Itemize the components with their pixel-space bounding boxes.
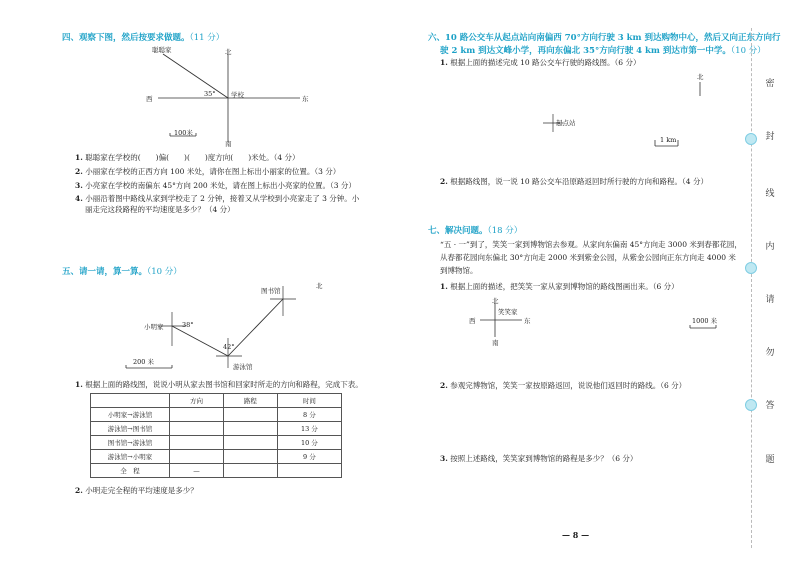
table-header (91, 394, 170, 408)
section-4-points: （11 分） (189, 33, 225, 43)
table-row-total (91, 464, 342, 478)
s7-question-2 (440, 381, 686, 391)
table-row (91, 436, 342, 450)
q-num: 4. (75, 194, 83, 203)
seal-circle (745, 133, 757, 145)
map7-east-label: 东 (524, 317, 531, 325)
s6-question-1 (440, 58, 640, 68)
seal-char: 密 (765, 79, 775, 89)
table-cell: 13 分 (277, 422, 341, 436)
q-num: 1. (75, 153, 83, 162)
s6-question-2 (440, 177, 708, 187)
s7-intro-line-3: 到博物馆。 (440, 266, 478, 275)
map7-west-label: 西 (469, 317, 476, 325)
table-cell[interactable] (170, 436, 224, 450)
seal-char: 题 (765, 455, 775, 465)
q-num: 2. (75, 167, 83, 176)
map4-angle-label: 35° (204, 90, 216, 98)
s7-intro-line-1: “五 · 一”到了，笑笑一家到博物馆去参观。从家向东偏南 45°方向走 3000 米到春都花园， (440, 240, 742, 249)
map7-south-label: 南 (492, 339, 499, 347)
seal-char: 请 (765, 295, 775, 305)
s4-question-2 (75, 167, 340, 177)
q-num: 2. (75, 486, 83, 495)
map5-library-label: 图书馆 (261, 287, 281, 295)
map4-north-label: 北 (225, 48, 232, 56)
q-text: 小丽家在学校的正西方向 100 米处，请你在图上标出小丽家的位置。（3 分） (85, 167, 341, 176)
map4-south-label: 南 (225, 140, 232, 148)
seal-circle (745, 262, 757, 274)
table-cell[interactable] (170, 450, 224, 464)
q-text: 根据上面的路线图，说说小明从家去图书馆和回家时所走的方向和路程，完成下表。 (85, 380, 363, 389)
section-7-points: （18 分） (487, 226, 523, 236)
pool-library-route (228, 299, 283, 356)
table-header: 时间 (277, 394, 341, 408)
table-cell: 全 程 (91, 464, 170, 478)
section-6-points: （10 分） (730, 46, 766, 56)
map7-north-label: 北 (492, 297, 499, 305)
table-cell[interactable] (223, 450, 277, 464)
q-text: 小丽沿着图中路线从家到学校走了 2 分钟，接着又从学校到小亮家走了 3 分钟。小 (85, 194, 360, 203)
map5-pool-label: 游泳馆 (233, 363, 253, 371)
seal-char: 答 (765, 401, 775, 411)
map5-scale-label: 200 米 (133, 358, 154, 366)
table-cell: 游泳馆→图书馆 (91, 422, 170, 436)
q-text: 聪聪家在学校的( )偏( )( )度方向( )米处。（4 分） (85, 153, 300, 162)
table-row (91, 408, 342, 422)
q-num: 1. (75, 380, 83, 389)
s4-question-3 (75, 181, 356, 191)
map4-scale-label: 100米 (174, 129, 193, 137)
q-num: 1. (440, 58, 448, 67)
s4-question-1 (75, 153, 300, 163)
seal-dashed-line (751, 28, 752, 548)
section-4-map (140, 40, 320, 150)
map4-school-label: 学校 (231, 91, 244, 99)
seal-char: 内 (765, 242, 775, 252)
table-row (91, 450, 342, 464)
page-number: — 8 — (562, 530, 590, 540)
table-cell: 图书馆→游泳馆 (91, 436, 170, 450)
s7-intro-line-2: 从春都花园向东偏北 30°方向走 2000 米到紫金公园，从紫金公园向正东方向走 4000 米 (440, 253, 736, 262)
seal-char: 勿 (765, 348, 775, 358)
section-7-title (428, 224, 522, 236)
table-cell[interactable] (223, 464, 277, 478)
section-6-title (428, 31, 781, 43)
map6-north-label: 北 (697, 73, 704, 81)
q-num: 3. (440, 454, 448, 463)
map5-home-label: 小明家 (144, 323, 164, 331)
table-cell[interactable] (277, 464, 341, 478)
table-cell: 小明家→游泳馆 (91, 408, 170, 422)
q-text: 根据上面的描述，把笑笑一家从家到博物馆的路线图画出来。（6 分） (450, 282, 679, 291)
table-cell[interactable] (223, 408, 277, 422)
table-cell[interactable] (170, 422, 224, 436)
q-text: 小明走完全程的平均速度是多少？ (85, 486, 198, 495)
q-text: 根据路线图，说一说 10 路公交车沿原路返回时所行驶的方向和路程。（4 分） (450, 177, 708, 186)
section-5-heading: 五、请一请，算一算。 (62, 267, 148, 277)
table-cell[interactable] (223, 436, 277, 450)
map5-north-label: 北 (316, 282, 323, 290)
seal-circle (745, 399, 757, 411)
map7-scale-label: 1000 米 (692, 317, 718, 325)
table-cell: 8 分 (277, 408, 341, 422)
map4-house-label: 聪聪家 (152, 46, 172, 54)
s4-question-4-cont: 丽走完这段路程的平均速度是多少？（4 分） (85, 205, 235, 214)
home-pool-route (172, 326, 228, 356)
table-header: 方向 (170, 394, 224, 408)
map7-home-label: 笑笑家 (498, 308, 518, 316)
table-cell: — (170, 464, 224, 478)
q-text: 根据上面的描述完成 10 路公交车行驶的路线图。（6 分） (450, 58, 641, 67)
s5-question-2 (75, 486, 198, 496)
seal-char: 封 (765, 132, 775, 142)
q-num: 2. (440, 381, 448, 390)
map4-east-label: 东 (302, 95, 309, 103)
q-num: 1. (440, 282, 448, 291)
q-text: 参观完博物馆，笑笑一家按原路返回，说说他们返回时的路线。（6 分） (450, 381, 687, 390)
map5-angle1-label: 38° (182, 321, 194, 329)
section-6-title-cont (440, 44, 766, 56)
table-row (91, 422, 342, 436)
house-school-path (163, 54, 228, 98)
table-header: 路程 (223, 394, 277, 408)
section-6-heading: 六、10 路公交车从起点站向南偏西 70°方向行驶 3 km 到达购物中心，然后又向正东方向行 (428, 33, 781, 43)
map6-scale-label: 1 km (660, 136, 677, 144)
section-7-heading: 七、解决问题。 (428, 226, 488, 236)
seal-char: 线 (765, 189, 775, 199)
s4-question-4 (75, 194, 359, 204)
table-cell[interactable] (223, 422, 277, 436)
q-text: 小亮家在学校的南偏东 45°方向 200 米处，请在图上标出小亮家的位置。（3 分） (85, 181, 356, 190)
q-num: 2. (440, 177, 448, 186)
q-text: 按照上述路线，笑笑家到博物馆的路程是多少？（6 分） (450, 454, 638, 463)
table-cell: 10 分 (277, 436, 341, 450)
s5-question-1 (75, 380, 363, 390)
table-cell: 游泳馆→小明家 (91, 450, 170, 464)
section-6-heading-cont: 驶 2 km 到达文峰小学，再向东偏北 35°方向行驶 4 km 到达市第一中学。 (440, 46, 731, 56)
table-header-row (91, 394, 342, 408)
s7-question-1 (440, 282, 679, 292)
table-cell: 9 分 (277, 450, 341, 464)
section-5-points: （10 分） (147, 267, 182, 277)
map5-angle2-label: 42° (223, 343, 235, 351)
section-6-map (535, 70, 725, 150)
s7-question-3 (440, 454, 637, 464)
section-7-map (460, 295, 730, 345)
map6-start-label: 起点站 (556, 119, 576, 127)
table-cell[interactable] (170, 408, 224, 422)
q-num: 3. (75, 181, 83, 190)
section-4-heading: 四、观察下图，然后按要求做题。 (62, 33, 190, 43)
route-table (90, 393, 342, 478)
map4-west-label: 西 (146, 95, 153, 103)
